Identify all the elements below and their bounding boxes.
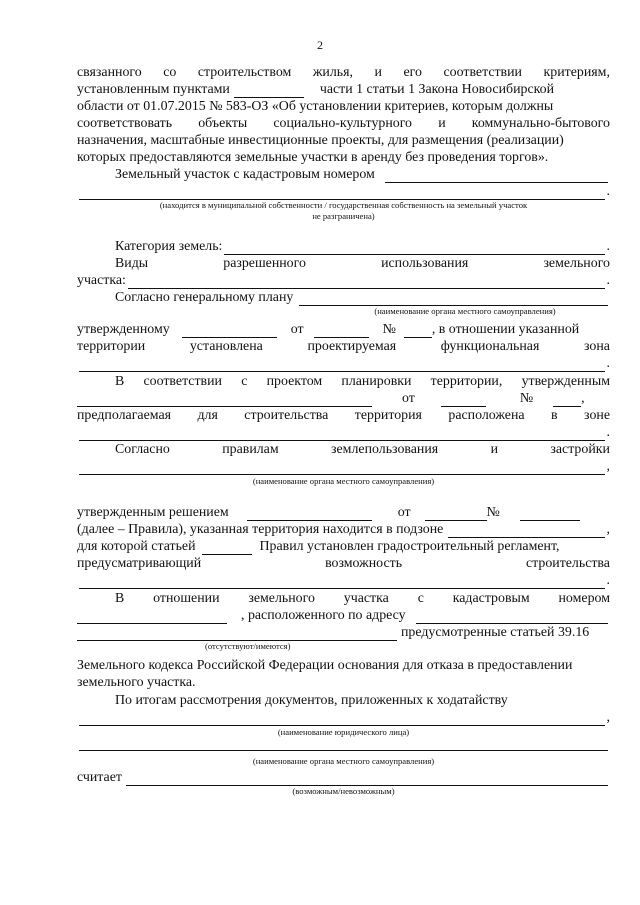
word: коммунально-бытового	[471, 116, 610, 131]
caption-grounds: (отсутствуют/имеются)	[205, 641, 291, 651]
intro-line-6: которых предоставляются земельные участки в аренду без проведения торгов».	[77, 150, 549, 165]
planning-authority-blank[interactable]	[77, 394, 372, 407]
general-plan-authority-field[interactable]	[299, 293, 608, 306]
text: утвержденным решением	[77, 505, 229, 520]
general-plan-line-2	[77, 321, 610, 338]
intro-text: части 1 статьи 1 Закона Новосибирской	[319, 82, 555, 97]
rules-line-5	[77, 538, 610, 555]
word: для	[197, 408, 218, 423]
intro-line-1	[77, 64, 610, 81]
number-blank[interactable]	[404, 325, 432, 338]
refusal-line-5: земельного участка.	[77, 675, 196, 690]
text: от	[402, 391, 415, 406]
cadastral-line-2: .	[77, 183, 610, 200]
caption-ownership: (находится в муниципальной собственности / государственная собственность на земельный участок	[159, 200, 528, 210]
decision-blank[interactable]	[247, 508, 372, 521]
rules-line	[115, 441, 610, 458]
category-line	[115, 238, 610, 255]
text: , расположенного по адресу	[241, 608, 406, 623]
caption-rules-authority: (наименование органа местного самоуправления)	[252, 476, 435, 486]
rules-date-blank[interactable]	[425, 508, 487, 521]
word: со	[163, 65, 177, 80]
permitted-use-line	[115, 255, 610, 272]
date-blank[interactable]	[314, 325, 369, 338]
text: утвержденному	[77, 322, 170, 337]
word: В	[115, 591, 125, 606]
word: Согласно	[115, 442, 170, 457]
construction-field[interactable]	[79, 576, 605, 589]
word: соответствии	[443, 65, 522, 80]
general-plan-line	[115, 289, 610, 306]
word: его	[403, 65, 422, 80]
word: предполагаемая	[77, 408, 171, 423]
word: функциональная	[440, 339, 540, 354]
word: землепользования	[331, 442, 439, 457]
general-plan-line-4: .	[77, 355, 610, 372]
rules-authority-field[interactable]	[79, 462, 605, 475]
text: для которой статьей	[77, 539, 196, 554]
text: №	[382, 322, 396, 337]
caption-possibility: (возможным/невозможным)	[292, 786, 395, 796]
rules-number-blank[interactable]	[520, 508, 580, 521]
text: , в отношении указанной	[431, 322, 580, 337]
planning-date-blank[interactable]	[441, 394, 486, 407]
word: социально-культурного	[273, 116, 413, 131]
ownership-field[interactable]	[79, 187, 605, 200]
word: территория	[354, 408, 422, 423]
general-plan-line-3	[77, 338, 610, 355]
word: установлена	[189, 339, 263, 354]
rules-line-7: .	[77, 572, 610, 589]
planning-number-blank[interactable]	[553, 394, 581, 407]
intro-text: установленным пунктами	[77, 82, 230, 97]
word: и	[374, 65, 382, 80]
word: соответствии	[143, 374, 222, 389]
caption-ownership-2: не разграничена)	[312, 211, 375, 221]
word: Виды	[115, 256, 149, 271]
caption-legal-entity: (наименование юридического лица)	[277, 727, 410, 737]
word: использования	[381, 256, 469, 271]
planning-zone-field[interactable]	[79, 428, 605, 441]
word: с	[417, 591, 424, 606]
authority-field[interactable]	[79, 738, 608, 751]
word: с	[241, 374, 248, 389]
page-number: 2	[317, 38, 323, 52]
rules-line-2: ,	[77, 458, 610, 475]
intro-line-4	[77, 115, 610, 132]
cadastral-number-field[interactable]	[385, 170, 608, 183]
word: зона	[584, 339, 610, 354]
word: возможность	[325, 556, 403, 571]
general-plan-label: Согласно генеральному плану	[115, 290, 294, 305]
planning-line-3	[77, 407, 610, 424]
approval-blank[interactable]	[182, 325, 277, 338]
word: объекты	[198, 116, 248, 131]
refusal-line-4: Земельного кодекса Российской Федерации основания для отказа в предоставлении	[77, 658, 573, 673]
word: застройки	[550, 442, 610, 457]
text: предусмотренные статьей 39.16	[401, 625, 590, 640]
word: земельного	[543, 256, 610, 271]
word: В	[115, 374, 125, 389]
planning-line	[115, 373, 610, 390]
refusal-line	[115, 590, 610, 607]
category-field[interactable]	[224, 242, 604, 255]
cadastral-label: Земельный участок с кадастровым номером	[115, 167, 375, 182]
word: номером	[558, 591, 610, 606]
address-field[interactable]	[416, 611, 608, 624]
caption-authority: (наименование органа местного самоуправления)	[374, 306, 556, 316]
subzone-field[interactable]	[448, 525, 604, 538]
permitted-use-field[interactable]	[128, 276, 605, 289]
word: отношении	[153, 591, 220, 606]
period: .	[606, 239, 610, 254]
word: правилам	[222, 442, 279, 457]
word: земельного	[248, 591, 315, 606]
word: территории	[77, 339, 146, 354]
word: связанного	[77, 65, 142, 80]
word: участка	[343, 591, 389, 606]
rules-line-4: (далее – Правила), указанная территория находится в подзоне ,	[77, 522, 610, 537]
rules-line-3	[77, 504, 610, 521]
word: проектом	[266, 374, 323, 389]
permitted-use-line-2: участка: .	[77, 273, 610, 288]
functional-zone-field[interactable]	[79, 359, 605, 372]
considers-label: считает	[77, 770, 122, 785]
text: от	[397, 505, 411, 520]
intro-line-3: области от 01.07.2015 № 583-ОЗ «Об установлении критериев, которым должны	[77, 99, 554, 114]
word: жилья,	[312, 65, 353, 80]
word: строительства	[244, 408, 329, 423]
word: кадастровым	[452, 591, 530, 606]
word: критериям,	[543, 65, 610, 80]
intro-line-2	[77, 81, 610, 98]
text: (далее – Правила), указанная территория находится в подзоне	[77, 522, 444, 537]
word: в	[551, 408, 558, 423]
word: планировки	[341, 374, 412, 389]
word: территории,	[430, 374, 503, 389]
word: и	[490, 442, 498, 457]
text: №	[486, 505, 500, 520]
points-blank[interactable]	[234, 85, 304, 98]
caption-authority-2: (наименование органа местного самоуправления)	[252, 756, 435, 766]
refusal-line-2	[77, 607, 610, 624]
word: и	[438, 116, 446, 131]
conclusion-line-3	[77, 738, 610, 751]
refusal-line-3	[77, 624, 610, 641]
conclusion-line-2: ,	[77, 709, 610, 726]
text: от	[290, 322, 304, 337]
intro-line-5: назначения, масштабные инвестиционные проекты, для размещения (реализации)	[77, 133, 564, 148]
conclusion-line-4	[77, 769, 610, 786]
cadastral-line	[115, 166, 610, 183]
refusal-cadastral-blank[interactable]	[77, 611, 227, 624]
possibility-field[interactable]	[126, 773, 608, 786]
grounds-blank[interactable]	[77, 628, 397, 641]
legal-entity-field[interactable]	[79, 713, 605, 726]
article-blank[interactable]	[202, 542, 252, 555]
word: разрешенного	[223, 256, 306, 271]
word: строительства	[525, 556, 610, 571]
text: №	[519, 391, 534, 406]
word: расположена	[448, 408, 525, 423]
planning-line-2: от № ,	[77, 390, 610, 407]
planning-line-4: .	[77, 424, 610, 441]
permitted-use-label: участка:	[77, 273, 126, 288]
word: утвержденным	[521, 374, 610, 389]
word: строительством	[197, 65, 292, 80]
rules-line-6	[77, 555, 610, 572]
word: зоне	[584, 408, 610, 423]
text: Правил установлен градостроительный регламент,	[259, 539, 560, 554]
conclusion-line: По итогам рассмотрения документов, приложенных к ходатайству	[115, 693, 508, 708]
word: проектируемая	[307, 339, 397, 354]
category-label: Категория земель:	[115, 239, 223, 254]
word: соответствовать	[77, 116, 173, 131]
word: предусматривающий	[77, 556, 202, 571]
